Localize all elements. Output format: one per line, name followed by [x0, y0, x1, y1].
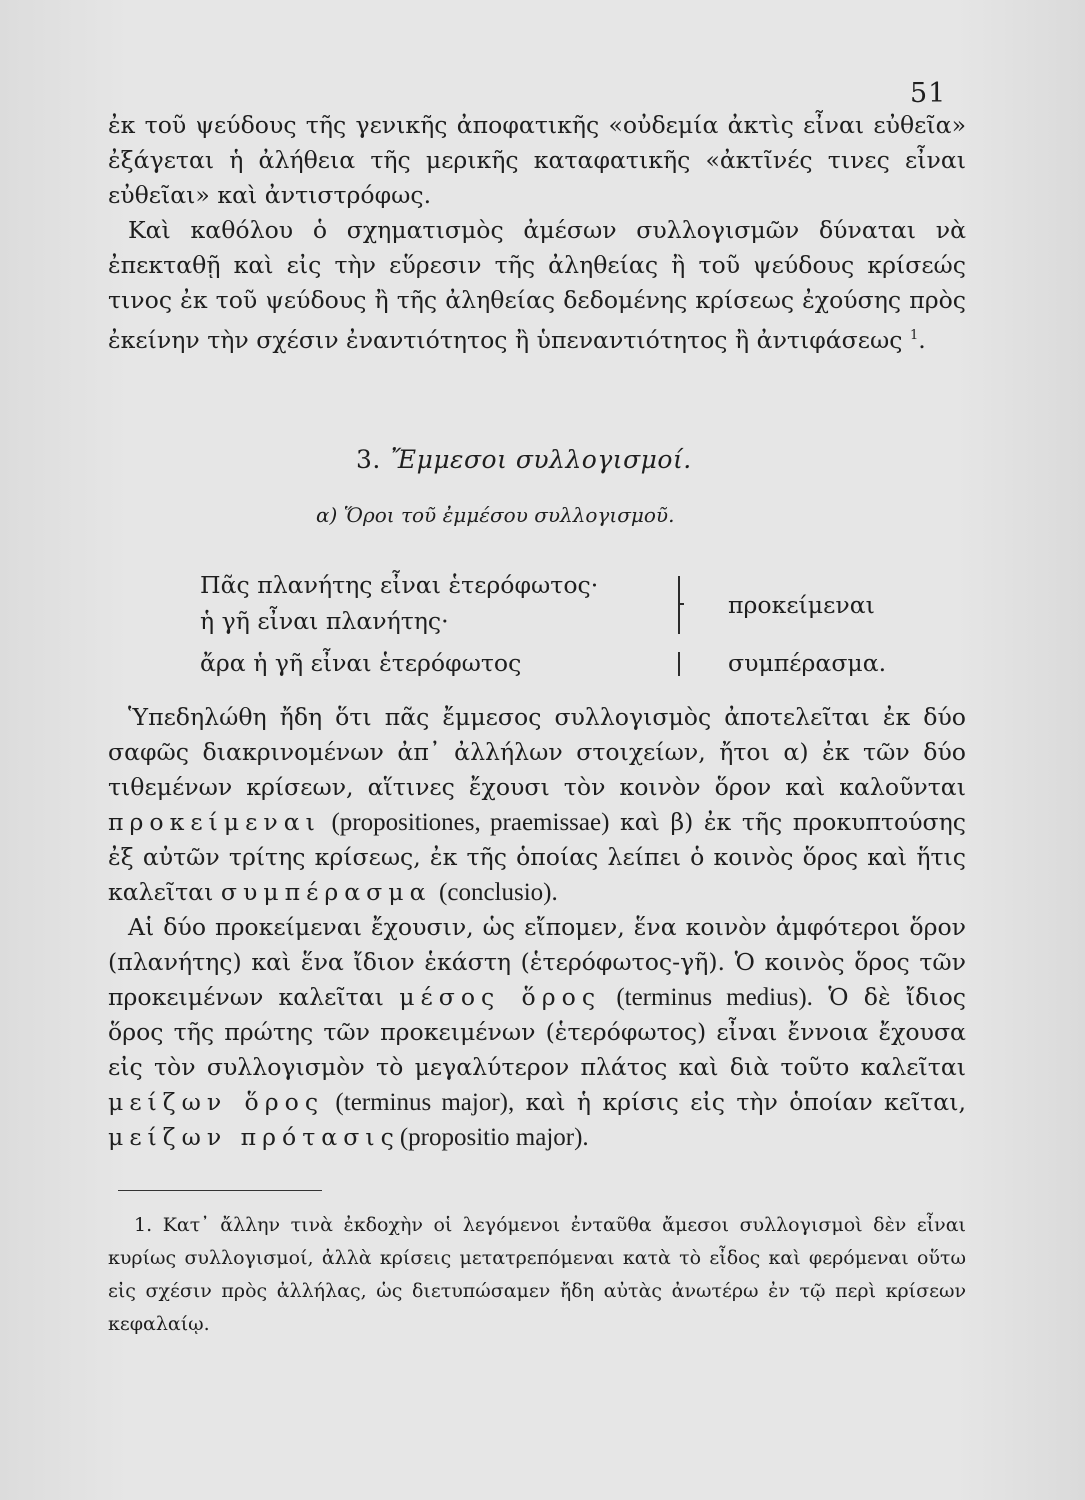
- intro-paragraph-1: ἐκ τοῦ ψεύδους τῆς γενικῆς ἀποφατικῆς «οὐδεμία ἀκτὶς εἶναι εὐθεῖα» ἐξάγεται ἡ ἀλήθεια τῆς μερικῆς καταφατικῆς «ἀκτῖνές τινες εἶναι εὐθεῖαι» καὶ ἀντιστρόφως.: [108, 111, 966, 209]
- main-paragraph-2-text-a: Αἱ δύο προκείμεναι ἔχουσιν, ὡς εἴπομεν, ἕνα κοινὸν ἀμφότεροι ὅρον (πλανήτης) καὶ ἕνα ἴδιον ἑκάστη (ἑτερόφωτος-γῆ). Ὁ κοινὸς ὅρος τῶν προκειμένων καλεῖται: [108, 913, 966, 1011]
- section-number: 3.: [356, 445, 381, 474]
- conclusion-brace: [678, 652, 690, 676]
- intro-text: [108, 108, 966, 358]
- syllogism-example: [200, 568, 920, 688]
- minor-premise: ἡ γῆ εἶναι πλανήτης·: [200, 607, 449, 635]
- conclusion-label: συμπέρασμα.: [728, 649, 887, 677]
- section-title: Ἔμμεσοι συλλογισμοί.: [390, 445, 692, 474]
- premises-brace: [678, 576, 690, 634]
- latin-major: (terminus major),: [335, 1089, 515, 1116]
- term-middle: μέσος ὅρος: [399, 983, 602, 1011]
- main-paragraph-1-text-b: καὶ β) ἐκ τῆς προκυπτούσης ἐξ αὐτῶν τρίτης κρίσεως, ἐκ τῆς ὁποίας λείπει ὁ κοινὸς ὅρος καὶ ἥτις καλεῖται: [108, 808, 967, 906]
- footnote-marker: 1.: [134, 1214, 153, 1236]
- main-paragraph-1: [108, 700, 966, 910]
- footnote-reference[interactable]: 1: [909, 328, 919, 343]
- intro-paragraph-2-end: .: [918, 325, 926, 354]
- latin-major-premise: (propositio major).: [399, 1124, 589, 1151]
- main-paragraph-1-text-a: Ὑπεδηλώθη ἤδη ὅτι πᾶς ἔμμεσος συλλογισμὸς ἀποτελεῖται ἐκ δύο σαφῶς διακρινομένων ἀπ᾽ ἀλλήλων στοιχείων, ἤτοι α) ἐκ τῶν δύο τιθεμένων κρίσεων, αἵτινες ἔχουσι τὸν κοινὸν ὅρον καὶ καλοῦνται: [108, 703, 966, 801]
- main-paragraph-2-text-c: καὶ ἡ κρίσις εἰς τὴν ὁποίαν κεῖται,: [525, 1088, 966, 1116]
- latin-conclusion: (conclusio).: [439, 879, 558, 906]
- premises-label: προκείμεναι: [728, 591, 875, 619]
- latin-premises: (propositiones, praemissae): [331, 809, 610, 836]
- intro-paragraph-2-text: Καὶ καθόλου ὁ σχηματισμὸς ἀμέσων συλλογισμῶν δύναται νὰ ἐπεκταθῇ καὶ εἰς τὴν εὕρεσιν τῆς ἀληθείας ἢ τοῦ ψεύδους κρίσεώς τινος ἐκ τοῦ ψεύδους ἢ τῆς ἀληθείας δεδομένης κρίσεως ἐχούσης πρὸς ἐκείνην τὴν σχέσιν ἐναντιότητος ἢ ὑπεναντιότητος ἢ ἀντιφάσεως: [108, 216, 966, 354]
- conclusion: ἄρα ἡ γῆ εἶναι ἑτερόφωτος: [200, 649, 522, 677]
- intro-paragraph-2: [108, 213, 966, 358]
- latin-middle: (terminus medius).: [616, 984, 813, 1011]
- major-premise: Πᾶς πλανήτης εἶναι ἑτερόφωτος·: [200, 571, 599, 599]
- footnote: [108, 1209, 966, 1341]
- section-heading: [356, 445, 776, 474]
- main-text: [108, 700, 966, 1155]
- subsection-heading: α) Ὅροι τοῦ ἐμμέσου συλλογισμοῦ.: [316, 503, 675, 527]
- term-premises: προκείμεναι: [108, 808, 321, 836]
- term-major: μείζων ὅρος: [108, 1088, 325, 1116]
- footnote-text: Κατ᾽ ἄλλην τινὰ ἐκδοχὴν οἱ λεγόμενοι ἐνταῦθα ἄμεσοι συλλογισμοὶ δὲν εἶναι κυρίως συλλογισμοί, ἀλλὰ κρίσεις μετατρεπόμεναι κατὰ τὸ εἶδος καὶ φερόμεναι οὕτω εἰς σχέσιν πρὸς ἀλλήλας, ὡς διετυπώσαμεν ἤδη αὐτὰς ἀνωτέρω ἐν τῷ περὶ κρίσεων κεφαλαίῳ.: [108, 1214, 966, 1335]
- page-number: 51: [910, 78, 947, 109]
- term-conclusion: συμπέρασμα: [220, 878, 432, 906]
- term-major-premise: μείζων πρότασις: [108, 1123, 400, 1151]
- footnote-divider: [118, 1190, 322, 1191]
- main-paragraph-2: [108, 910, 966, 1155]
- main-paragraph-2-text-b: Ὁ δὲ ἴδιος ὅρος τῆς πρώτης τῶν προκειμένων (ἑτερόφωτος) εἶναι ἔννοια ἔχουσα εἰς τὸν συλλογισμὸν τὸ μεγαλύτερον πλάτος καὶ διὰ τοῦτο καλεῖται: [108, 983, 967, 1081]
